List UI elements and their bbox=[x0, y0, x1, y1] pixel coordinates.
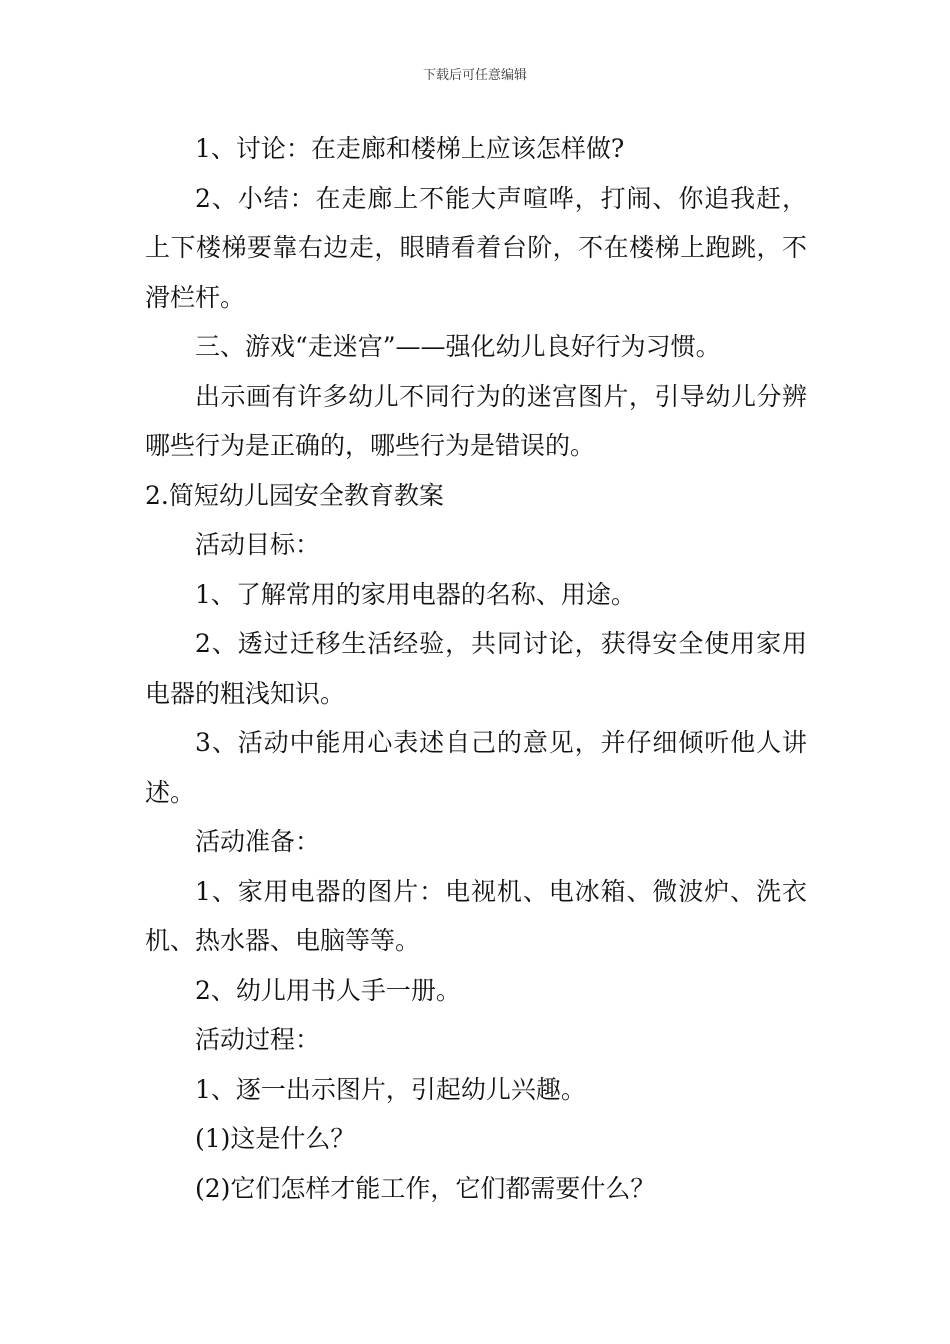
paragraph: 2、小结：在走廊上不能大声喧哗，打闹、你追我赶，上下楼梯要靠右边走，眼睛看着台阶，不在楼梯上跑跳，不滑栏杆。 bbox=[145, 183, 807, 312]
header-note: 下载后可任意编辑 bbox=[422, 68, 527, 83]
paragraph: 3、活动中能用心表述自己的意见，并仔细倾听他人讲述。 bbox=[145, 728, 807, 807]
paragraph: 1、讨论：在走廊和楼梯上应该怎样做? bbox=[195, 134, 625, 163]
paragraph: 出示画有许多幼儿不同行为的迷宫图片，引导幼儿分辨哪些行为是正确的，哪些行为是错误的。 bbox=[145, 381, 807, 460]
paragraph: 2、幼儿用书人手一册。 bbox=[195, 975, 461, 1005]
paragraph: 1、逐一出示图片，引起幼儿兴趣。 bbox=[195, 1074, 586, 1104]
paragraph: 2、透过迁移生活经验，共同讨论，获得安全使用家用电器的粗浅知识。 bbox=[145, 629, 807, 708]
paragraph: (1)这是什么？ bbox=[195, 1124, 356, 1153]
paragraph: 1、了解常用的家用电器的名称、用途。 bbox=[195, 579, 636, 609]
subheading-process: 活动过程： bbox=[195, 1025, 321, 1054]
document-body bbox=[145, 124, 807, 1213]
paragraph: 1、家用电器的图片：电视机、电冰箱、微波炉、洗衣机、热水器、电脑等等。 bbox=[145, 876, 807, 955]
section-heading: 2.简短幼儿园安全教育教案 bbox=[145, 480, 444, 510]
subheading-goals: 活动目标： bbox=[195, 530, 321, 559]
subheading-preparation: 活动准备： bbox=[195, 827, 321, 856]
paragraph: (2)它们怎样才能工作，它们都需要什么？ bbox=[195, 1173, 656, 1203]
paragraph: 三、游戏“走迷宫”——强化幼儿良好行为习惯。 bbox=[195, 332, 721, 361]
